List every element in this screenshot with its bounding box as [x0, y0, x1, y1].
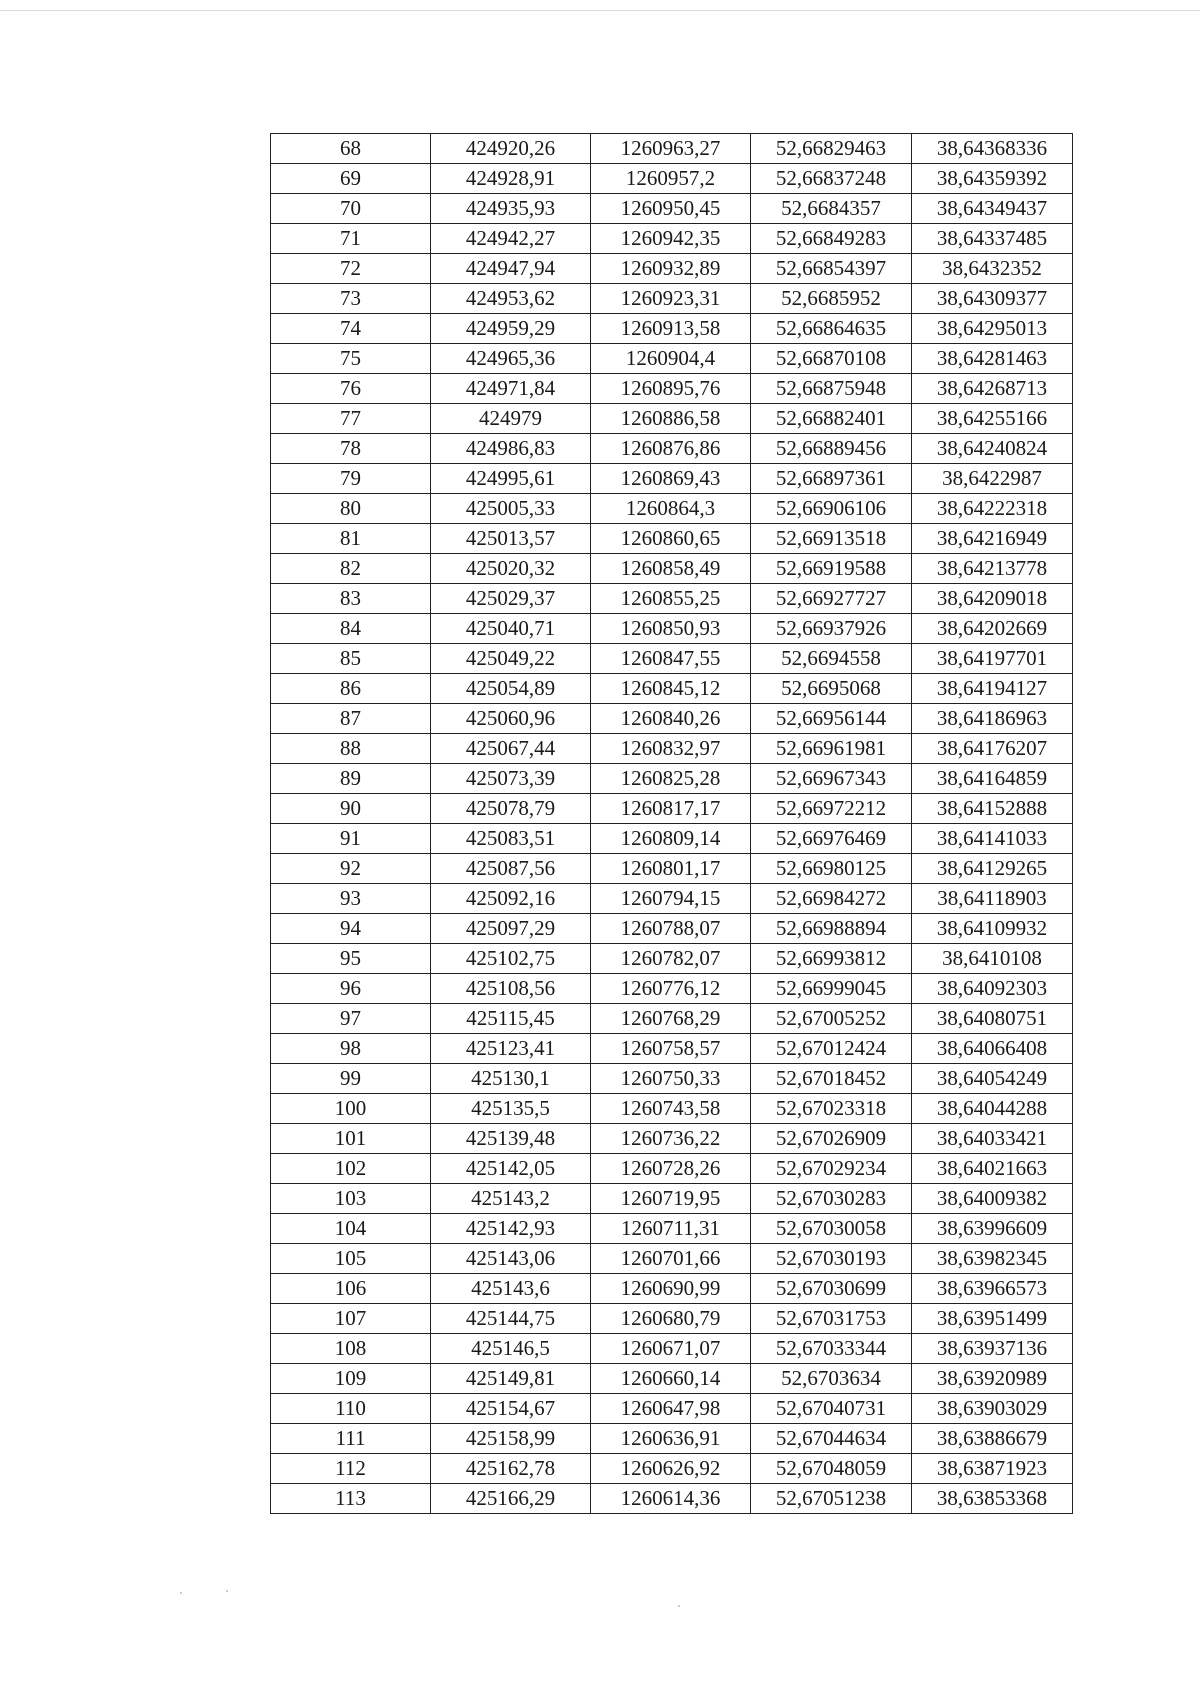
longitude-cell: 38,6410108 [912, 944, 1073, 974]
table-row [271, 1424, 1073, 1454]
table-row [271, 224, 1073, 254]
longitude-cell: 38,64240824 [912, 434, 1073, 464]
table-row [271, 1334, 1073, 1364]
point-number-cell: 74 [271, 314, 431, 344]
y-coordinate-cell: 1260850,93 [591, 614, 751, 644]
x-coordinate-cell: 425115,45 [431, 1004, 591, 1034]
x-coordinate-cell: 424920,26 [431, 134, 591, 164]
y-coordinate-cell: 1260963,27 [591, 134, 751, 164]
y-coordinate-cell: 1260876,86 [591, 434, 751, 464]
x-coordinate-cell: 424971,84 [431, 374, 591, 404]
point-number-cell: 113 [271, 1484, 431, 1514]
longitude-cell: 38,64359392 [912, 164, 1073, 194]
y-coordinate-cell: 1260776,12 [591, 974, 751, 1004]
latitude-cell: 52,6685952 [751, 284, 912, 314]
point-number-cell: 89 [271, 764, 431, 794]
latitude-cell: 52,66875948 [751, 374, 912, 404]
x-coordinate-cell: 425108,56 [431, 974, 591, 1004]
table-row [271, 974, 1073, 1004]
scan-top-edge [0, 10, 1200, 11]
table-row [271, 434, 1073, 464]
scan-speck [180, 1592, 182, 1594]
table-row [271, 704, 1073, 734]
x-coordinate-cell: 425087,56 [431, 854, 591, 884]
table-row [271, 194, 1073, 224]
latitude-cell: 52,66976469 [751, 824, 912, 854]
point-number-cell: 76 [271, 374, 431, 404]
y-coordinate-cell: 1260736,22 [591, 1124, 751, 1154]
y-coordinate-cell: 1260660,14 [591, 1364, 751, 1394]
point-number-cell: 82 [271, 554, 431, 584]
x-coordinate-cell: 424928,91 [431, 164, 591, 194]
point-number-cell: 107 [271, 1304, 431, 1334]
table-row [271, 254, 1073, 284]
x-coordinate-cell: 425154,67 [431, 1394, 591, 1424]
table-row [271, 494, 1073, 524]
point-number-cell: 71 [271, 224, 431, 254]
latitude-cell: 52,6703634 [751, 1364, 912, 1394]
y-coordinate-cell: 1260680,79 [591, 1304, 751, 1334]
latitude-cell: 52,66906106 [751, 494, 912, 524]
longitude-cell: 38,64295013 [912, 314, 1073, 344]
point-number-cell: 98 [271, 1034, 431, 1064]
point-number-cell: 75 [271, 344, 431, 374]
latitude-cell: 52,67029234 [751, 1154, 912, 1184]
x-coordinate-cell: 425123,41 [431, 1034, 591, 1064]
x-coordinate-cell: 424953,62 [431, 284, 591, 314]
y-coordinate-cell: 1260855,25 [591, 584, 751, 614]
latitude-cell: 52,6684357 [751, 194, 912, 224]
y-coordinate-cell: 1260758,57 [591, 1034, 751, 1064]
x-coordinate-cell: 425102,75 [431, 944, 591, 974]
point-number-cell: 106 [271, 1274, 431, 1304]
latitude-cell: 52,67048059 [751, 1454, 912, 1484]
x-coordinate-cell: 425158,99 [431, 1424, 591, 1454]
table-row [271, 1124, 1073, 1154]
latitude-cell: 52,67030058 [751, 1214, 912, 1244]
table-row [271, 734, 1073, 764]
point-number-cell: 80 [271, 494, 431, 524]
longitude-cell: 38,64368336 [912, 134, 1073, 164]
x-coordinate-cell: 425143,6 [431, 1274, 591, 1304]
y-coordinate-cell: 1260840,26 [591, 704, 751, 734]
longitude-cell: 38,63871923 [912, 1454, 1073, 1484]
x-coordinate-cell: 424986,83 [431, 434, 591, 464]
longitude-cell: 38,64255166 [912, 404, 1073, 434]
point-number-cell: 86 [271, 674, 431, 704]
y-coordinate-cell: 1260614,36 [591, 1484, 751, 1514]
x-coordinate-cell: 425078,79 [431, 794, 591, 824]
point-number-cell: 108 [271, 1334, 431, 1364]
y-coordinate-cell: 1260719,95 [591, 1184, 751, 1214]
latitude-cell: 52,66882401 [751, 404, 912, 434]
longitude-cell: 38,63966573 [912, 1274, 1073, 1304]
table-row [271, 1394, 1073, 1424]
latitude-cell: 52,67044634 [751, 1424, 912, 1454]
point-number-cell: 68 [271, 134, 431, 164]
x-coordinate-cell: 425073,39 [431, 764, 591, 794]
x-coordinate-cell: 425142,05 [431, 1154, 591, 1184]
table-row [271, 824, 1073, 854]
longitude-cell: 38,64213778 [912, 554, 1073, 584]
x-coordinate-cell: 425054,89 [431, 674, 591, 704]
table-row [271, 614, 1073, 644]
x-coordinate-cell: 425020,32 [431, 554, 591, 584]
latitude-cell: 52,66993812 [751, 944, 912, 974]
latitude-cell: 52,66999045 [751, 974, 912, 1004]
latitude-cell: 52,66961981 [751, 734, 912, 764]
y-coordinate-cell: 1260782,07 [591, 944, 751, 974]
latitude-cell: 52,66927727 [751, 584, 912, 614]
longitude-cell: 38,63903029 [912, 1394, 1073, 1424]
point-number-cell: 77 [271, 404, 431, 434]
latitude-cell: 52,66984272 [751, 884, 912, 914]
longitude-cell: 38,64349437 [912, 194, 1073, 224]
x-coordinate-cell: 425083,51 [431, 824, 591, 854]
y-coordinate-cell: 1260647,98 [591, 1394, 751, 1424]
longitude-cell: 38,64164859 [912, 764, 1073, 794]
latitude-cell: 52,67033344 [751, 1334, 912, 1364]
latitude-cell: 52,67026909 [751, 1124, 912, 1154]
x-coordinate-cell: 425135,5 [431, 1094, 591, 1124]
point-number-cell: 85 [271, 644, 431, 674]
y-coordinate-cell: 1260690,99 [591, 1274, 751, 1304]
table-row [271, 764, 1073, 794]
table-row [271, 1454, 1073, 1484]
table-row [271, 1364, 1073, 1394]
x-coordinate-cell: 425097,29 [431, 914, 591, 944]
x-coordinate-cell: 425144,75 [431, 1304, 591, 1334]
y-coordinate-cell: 1260636,91 [591, 1424, 751, 1454]
y-coordinate-cell: 1260701,66 [591, 1244, 751, 1274]
point-number-cell: 94 [271, 914, 431, 944]
table-row [271, 374, 1073, 404]
y-coordinate-cell: 1260809,14 [591, 824, 751, 854]
latitude-cell: 52,67040731 [751, 1394, 912, 1424]
latitude-cell: 52,66919588 [751, 554, 912, 584]
latitude-cell: 52,66849283 [751, 224, 912, 254]
latitude-cell: 52,66897361 [751, 464, 912, 494]
latitude-cell: 52,66956144 [751, 704, 912, 734]
longitude-cell: 38,64092303 [912, 974, 1073, 1004]
latitude-cell: 52,66870108 [751, 344, 912, 374]
x-coordinate-cell: 424965,36 [431, 344, 591, 374]
x-coordinate-cell: 425149,81 [431, 1364, 591, 1394]
point-number-cell: 96 [271, 974, 431, 1004]
x-coordinate-cell: 425092,16 [431, 884, 591, 914]
point-number-cell: 103 [271, 1184, 431, 1214]
longitude-cell: 38,64202669 [912, 614, 1073, 644]
table-row [271, 1004, 1073, 1034]
point-number-cell: 78 [271, 434, 431, 464]
latitude-cell: 52,66889456 [751, 434, 912, 464]
y-coordinate-cell: 1260845,12 [591, 674, 751, 704]
y-coordinate-cell: 1260923,31 [591, 284, 751, 314]
y-coordinate-cell: 1260801,17 [591, 854, 751, 884]
latitude-cell: 52,67030283 [751, 1184, 912, 1214]
point-number-cell: 97 [271, 1004, 431, 1034]
longitude-cell: 38,64268713 [912, 374, 1073, 404]
latitude-cell: 52,66980125 [751, 854, 912, 884]
y-coordinate-cell: 1260858,49 [591, 554, 751, 584]
longitude-cell: 38,64309377 [912, 284, 1073, 314]
scan-speck [678, 1605, 680, 1607]
table-row [271, 1064, 1073, 1094]
latitude-cell: 52,66937926 [751, 614, 912, 644]
point-number-cell: 81 [271, 524, 431, 554]
latitude-cell: 52,66972212 [751, 794, 912, 824]
table-row [271, 404, 1073, 434]
y-coordinate-cell: 1260950,45 [591, 194, 751, 224]
point-number-cell: 105 [271, 1244, 431, 1274]
latitude-cell: 52,66829463 [751, 134, 912, 164]
table-row [271, 944, 1073, 974]
latitude-cell: 52,67005252 [751, 1004, 912, 1034]
point-number-cell: 70 [271, 194, 431, 224]
y-coordinate-cell: 1260671,07 [591, 1334, 751, 1364]
x-coordinate-cell: 424942,27 [431, 224, 591, 254]
longitude-cell: 38,64197701 [912, 644, 1073, 674]
y-coordinate-cell: 1260869,43 [591, 464, 751, 494]
longitude-cell: 38,64054249 [912, 1064, 1073, 1094]
point-number-cell: 91 [271, 824, 431, 854]
x-coordinate-cell: 425162,78 [431, 1454, 591, 1484]
table-row [271, 1094, 1073, 1124]
point-number-cell: 92 [271, 854, 431, 884]
x-coordinate-cell: 425143,06 [431, 1244, 591, 1274]
x-coordinate-cell: 424995,61 [431, 464, 591, 494]
x-coordinate-cell: 424935,93 [431, 194, 591, 224]
x-coordinate-cell: 425130,1 [431, 1064, 591, 1094]
longitude-cell: 38,64186963 [912, 704, 1073, 734]
latitude-cell: 52,67030699 [751, 1274, 912, 1304]
coordinates-table-body [271, 134, 1073, 1514]
point-number-cell: 79 [271, 464, 431, 494]
x-coordinate-cell: 425040,71 [431, 614, 591, 644]
x-coordinate-cell: 425029,37 [431, 584, 591, 614]
table-row [271, 1274, 1073, 1304]
table-row [271, 1484, 1073, 1514]
longitude-cell: 38,63920989 [912, 1364, 1073, 1394]
point-number-cell: 73 [271, 284, 431, 314]
y-coordinate-cell: 1260711,31 [591, 1214, 751, 1244]
point-number-cell: 109 [271, 1364, 431, 1394]
latitude-cell: 52,66837248 [751, 164, 912, 194]
table-row [271, 1214, 1073, 1244]
y-coordinate-cell: 1260750,33 [591, 1064, 751, 1094]
y-coordinate-cell: 1260832,97 [591, 734, 751, 764]
table-row [271, 314, 1073, 344]
longitude-cell: 38,64080751 [912, 1004, 1073, 1034]
table-row [271, 854, 1073, 884]
latitude-cell: 52,66913518 [751, 524, 912, 554]
point-number-cell: 69 [271, 164, 431, 194]
table-row [271, 1304, 1073, 1334]
table-row [271, 1244, 1073, 1274]
x-coordinate-cell: 425067,44 [431, 734, 591, 764]
y-coordinate-cell: 1260864,3 [591, 494, 751, 524]
longitude-cell: 38,64176207 [912, 734, 1073, 764]
table-row [271, 554, 1073, 584]
point-number-cell: 84 [271, 614, 431, 644]
point-number-cell: 99 [271, 1064, 431, 1094]
latitude-cell: 52,67023318 [751, 1094, 912, 1124]
y-coordinate-cell: 1260913,58 [591, 314, 751, 344]
point-number-cell: 83 [271, 584, 431, 614]
y-coordinate-cell: 1260895,76 [591, 374, 751, 404]
coordinates-table [270, 133, 1073, 1514]
point-number-cell: 87 [271, 704, 431, 734]
y-coordinate-cell: 1260932,89 [591, 254, 751, 284]
longitude-cell: 38,64281463 [912, 344, 1073, 374]
table-row [271, 134, 1073, 164]
table-row [271, 674, 1073, 704]
point-number-cell: 102 [271, 1154, 431, 1184]
point-number-cell: 112 [271, 1454, 431, 1484]
table-row [271, 1154, 1073, 1184]
table-row [271, 464, 1073, 494]
y-coordinate-cell: 1260817,17 [591, 794, 751, 824]
longitude-cell: 38,6432352 [912, 254, 1073, 284]
scan-speck [226, 1590, 228, 1592]
table-row [271, 284, 1073, 314]
longitude-cell: 38,63951499 [912, 1304, 1073, 1334]
point-number-cell: 90 [271, 794, 431, 824]
x-coordinate-cell: 425060,96 [431, 704, 591, 734]
latitude-cell: 52,67030193 [751, 1244, 912, 1274]
y-coordinate-cell: 1260942,35 [591, 224, 751, 254]
table-row [271, 524, 1073, 554]
point-number-cell: 110 [271, 1394, 431, 1424]
y-coordinate-cell: 1260904,4 [591, 344, 751, 374]
latitude-cell: 52,67018452 [751, 1064, 912, 1094]
longitude-cell: 38,64209018 [912, 584, 1073, 614]
longitude-cell: 38,64044288 [912, 1094, 1073, 1124]
point-number-cell: 95 [271, 944, 431, 974]
y-coordinate-cell: 1260743,58 [591, 1094, 751, 1124]
point-number-cell: 100 [271, 1094, 431, 1124]
y-coordinate-cell: 1260957,2 [591, 164, 751, 194]
y-coordinate-cell: 1260860,65 [591, 524, 751, 554]
y-coordinate-cell: 1260825,28 [591, 764, 751, 794]
x-coordinate-cell: 425005,33 [431, 494, 591, 524]
longitude-cell: 38,64033421 [912, 1124, 1073, 1154]
table-row [271, 794, 1073, 824]
latitude-cell: 52,67051238 [751, 1484, 912, 1514]
longitude-cell: 38,64021663 [912, 1154, 1073, 1184]
longitude-cell: 38,64152888 [912, 794, 1073, 824]
longitude-cell: 38,63937136 [912, 1334, 1073, 1364]
table-row [271, 1034, 1073, 1064]
latitude-cell: 52,6694558 [751, 644, 912, 674]
longitude-cell: 38,63886679 [912, 1424, 1073, 1454]
x-coordinate-cell: 424947,94 [431, 254, 591, 284]
point-number-cell: 104 [271, 1214, 431, 1244]
longitude-cell: 38,6422987 [912, 464, 1073, 494]
longitude-cell: 38,64337485 [912, 224, 1073, 254]
longitude-cell: 38,64109932 [912, 914, 1073, 944]
table-row [271, 344, 1073, 374]
latitude-cell: 52,66854397 [751, 254, 912, 284]
longitude-cell: 38,63996609 [912, 1214, 1073, 1244]
latitude-cell: 52,66864635 [751, 314, 912, 344]
longitude-cell: 38,64118903 [912, 884, 1073, 914]
y-coordinate-cell: 1260794,15 [591, 884, 751, 914]
latitude-cell: 52,66967343 [751, 764, 912, 794]
x-coordinate-cell: 425049,22 [431, 644, 591, 674]
y-coordinate-cell: 1260626,92 [591, 1454, 751, 1484]
table-row [271, 584, 1073, 614]
longitude-cell: 38,64129265 [912, 854, 1073, 884]
table-row [271, 644, 1073, 674]
y-coordinate-cell: 1260728,26 [591, 1154, 751, 1184]
table-row [271, 884, 1073, 914]
latitude-cell: 52,67012424 [751, 1034, 912, 1064]
longitude-cell: 38,64009382 [912, 1184, 1073, 1214]
x-coordinate-cell: 425146,5 [431, 1334, 591, 1364]
longitude-cell: 38,64066408 [912, 1034, 1073, 1064]
longitude-cell: 38,64216949 [912, 524, 1073, 554]
point-number-cell: 72 [271, 254, 431, 284]
point-number-cell: 93 [271, 884, 431, 914]
x-coordinate-cell: 424979 [431, 404, 591, 434]
table-row [271, 164, 1073, 194]
latitude-cell: 52,66988894 [751, 914, 912, 944]
x-coordinate-cell: 425139,48 [431, 1124, 591, 1154]
longitude-cell: 38,64141033 [912, 824, 1073, 854]
latitude-cell: 52,6695068 [751, 674, 912, 704]
longitude-cell: 38,64194127 [912, 674, 1073, 704]
latitude-cell: 52,67031753 [751, 1304, 912, 1334]
longitude-cell: 38,63982345 [912, 1244, 1073, 1274]
x-coordinate-cell: 425166,29 [431, 1484, 591, 1514]
point-number-cell: 101 [271, 1124, 431, 1154]
point-number-cell: 111 [271, 1424, 431, 1454]
y-coordinate-cell: 1260768,29 [591, 1004, 751, 1034]
y-coordinate-cell: 1260847,55 [591, 644, 751, 674]
longitude-cell: 38,63853368 [912, 1484, 1073, 1514]
y-coordinate-cell: 1260886,58 [591, 404, 751, 434]
x-coordinate-cell: 425142,93 [431, 1214, 591, 1244]
longitude-cell: 38,64222318 [912, 494, 1073, 524]
x-coordinate-cell: 424959,29 [431, 314, 591, 344]
x-coordinate-cell: 425143,2 [431, 1184, 591, 1214]
table-row [271, 1184, 1073, 1214]
y-coordinate-cell: 1260788,07 [591, 914, 751, 944]
point-number-cell: 88 [271, 734, 431, 764]
table-row [271, 914, 1073, 944]
x-coordinate-cell: 425013,57 [431, 524, 591, 554]
